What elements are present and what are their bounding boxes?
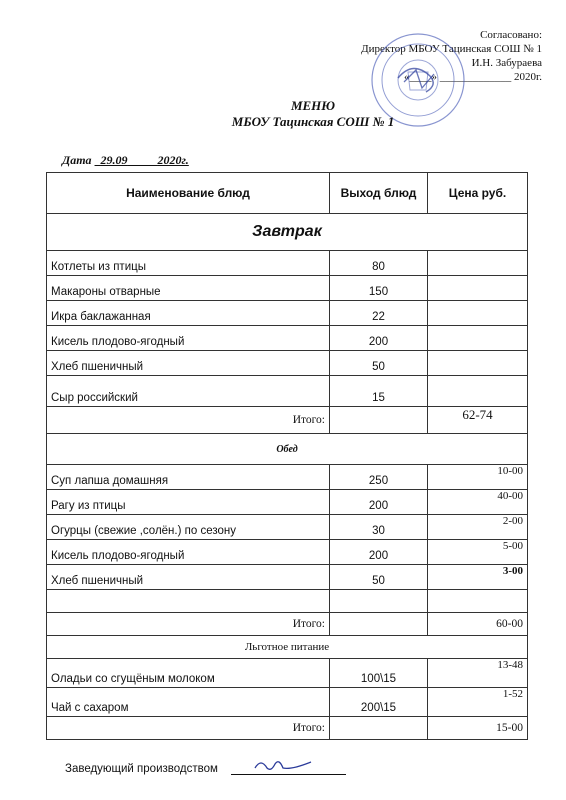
dish-name: Икра баклажанная: [47, 301, 330, 326]
empty-row: [47, 590, 528, 613]
dish-name: Кисель плодово-ягодный: [47, 326, 330, 351]
total-breakfast: 62-74: [428, 407, 528, 434]
dish-price: 1-52: [428, 688, 528, 717]
dish-out: 50: [330, 351, 428, 376]
total-row: [47, 717, 528, 740]
dish-out: 15: [330, 376, 428, 407]
section-benefit: Льготное питание: [47, 636, 528, 659]
table-row: [47, 465, 528, 490]
dish-name: Сыр российский: [47, 376, 330, 407]
approval-name: И.Н. Забураева: [471, 57, 542, 69]
dish-name: Хлеб пшеничный: [47, 565, 330, 590]
dish-price: [428, 326, 528, 351]
dish-out: 150: [330, 276, 428, 301]
table-row: [47, 659, 528, 688]
dish-name: Оладьи со сгущёным молоком: [47, 659, 330, 688]
total-label: Итого:: [47, 717, 330, 740]
dish-out: 50: [330, 565, 428, 590]
table-header-row: [47, 173, 528, 214]
header-dish: Наименование блюд: [47, 173, 330, 214]
dish-name: Макароны отварные: [47, 276, 330, 301]
dish-price: 5-00: [428, 540, 528, 565]
signature-mark: [251, 756, 321, 774]
table-row: [47, 540, 528, 565]
dish-out: 30: [330, 515, 428, 540]
dish-out: 80: [330, 251, 428, 276]
dish-price: [428, 301, 528, 326]
dish-name: Кисель плодово-ягодный: [47, 540, 330, 565]
total-label: Итого:: [47, 407, 330, 434]
total-label: Итого:: [47, 613, 330, 636]
dish-name: Чай с сахаром: [47, 688, 330, 717]
date-label: Дата: [62, 153, 92, 167]
menu-table: [46, 172, 528, 740]
dish-price: [428, 376, 528, 407]
footer-signature: [65, 760, 346, 775]
header-out: Выход блюд: [330, 173, 428, 214]
menu-date: [62, 153, 189, 168]
dish-name: Суп лапша домашняя: [47, 465, 330, 490]
dish-price: 13-48: [428, 659, 528, 688]
table-row: [47, 688, 528, 717]
signature-line: [231, 760, 346, 775]
table-row: [47, 351, 528, 376]
dish-price: 2-00: [428, 515, 528, 540]
footer-label: Заведующий производством: [65, 763, 218, 775]
table-row: [47, 376, 528, 407]
total-benefit: 15-00: [428, 717, 528, 740]
dish-price: 3-00: [428, 565, 528, 590]
approval-agreed: Согласовано:: [480, 29, 542, 41]
dish-name: Рагу из птицы: [47, 490, 330, 515]
dish-out: 22: [330, 301, 428, 326]
table-row: [47, 326, 528, 351]
total-row: [47, 613, 528, 636]
total-lunch: 60-00: [428, 613, 528, 636]
approval-date-line: «____» _____________ 2020г.: [403, 71, 542, 83]
table-row: [47, 515, 528, 540]
table-row: [47, 251, 528, 276]
table-row: [47, 565, 528, 590]
table-row: [47, 301, 528, 326]
header-price: Цена руб.: [428, 173, 528, 214]
dish-price: [428, 276, 528, 301]
dish-price: [428, 251, 528, 276]
dish-name: Огурцы (свежие ,солён.) по сезону: [47, 515, 330, 540]
dish-out: 200: [330, 540, 428, 565]
date-year: 2020г.: [157, 153, 189, 167]
dish-name: Хлеб пшеничный: [47, 351, 330, 376]
total-row: [47, 407, 528, 434]
dish-price: 40-00: [428, 490, 528, 515]
page-title: МЕНЮ: [290, 98, 336, 113]
dish-out: 200: [330, 326, 428, 351]
approval-director: Директор МБОУ Тацинская СОШ № 1: [361, 43, 542, 55]
date-value: 29.09: [100, 153, 128, 167]
table-row: [47, 276, 528, 301]
dish-name: Котлеты из птицы: [47, 251, 330, 276]
dish-out: 250: [330, 465, 428, 490]
dish-out: 200: [330, 490, 428, 515]
table-row: [47, 490, 528, 515]
page-subtitle: МБОУ Тацинская СОШ № 1: [231, 114, 395, 129]
section-breakfast: Завтрак: [47, 214, 528, 251]
dish-out: 200\15: [330, 688, 428, 717]
dish-price: 10-00: [428, 465, 528, 490]
dish-out: 100\15: [330, 659, 428, 688]
section-lunch: Обед: [47, 434, 528, 465]
dish-price: [428, 351, 528, 376]
